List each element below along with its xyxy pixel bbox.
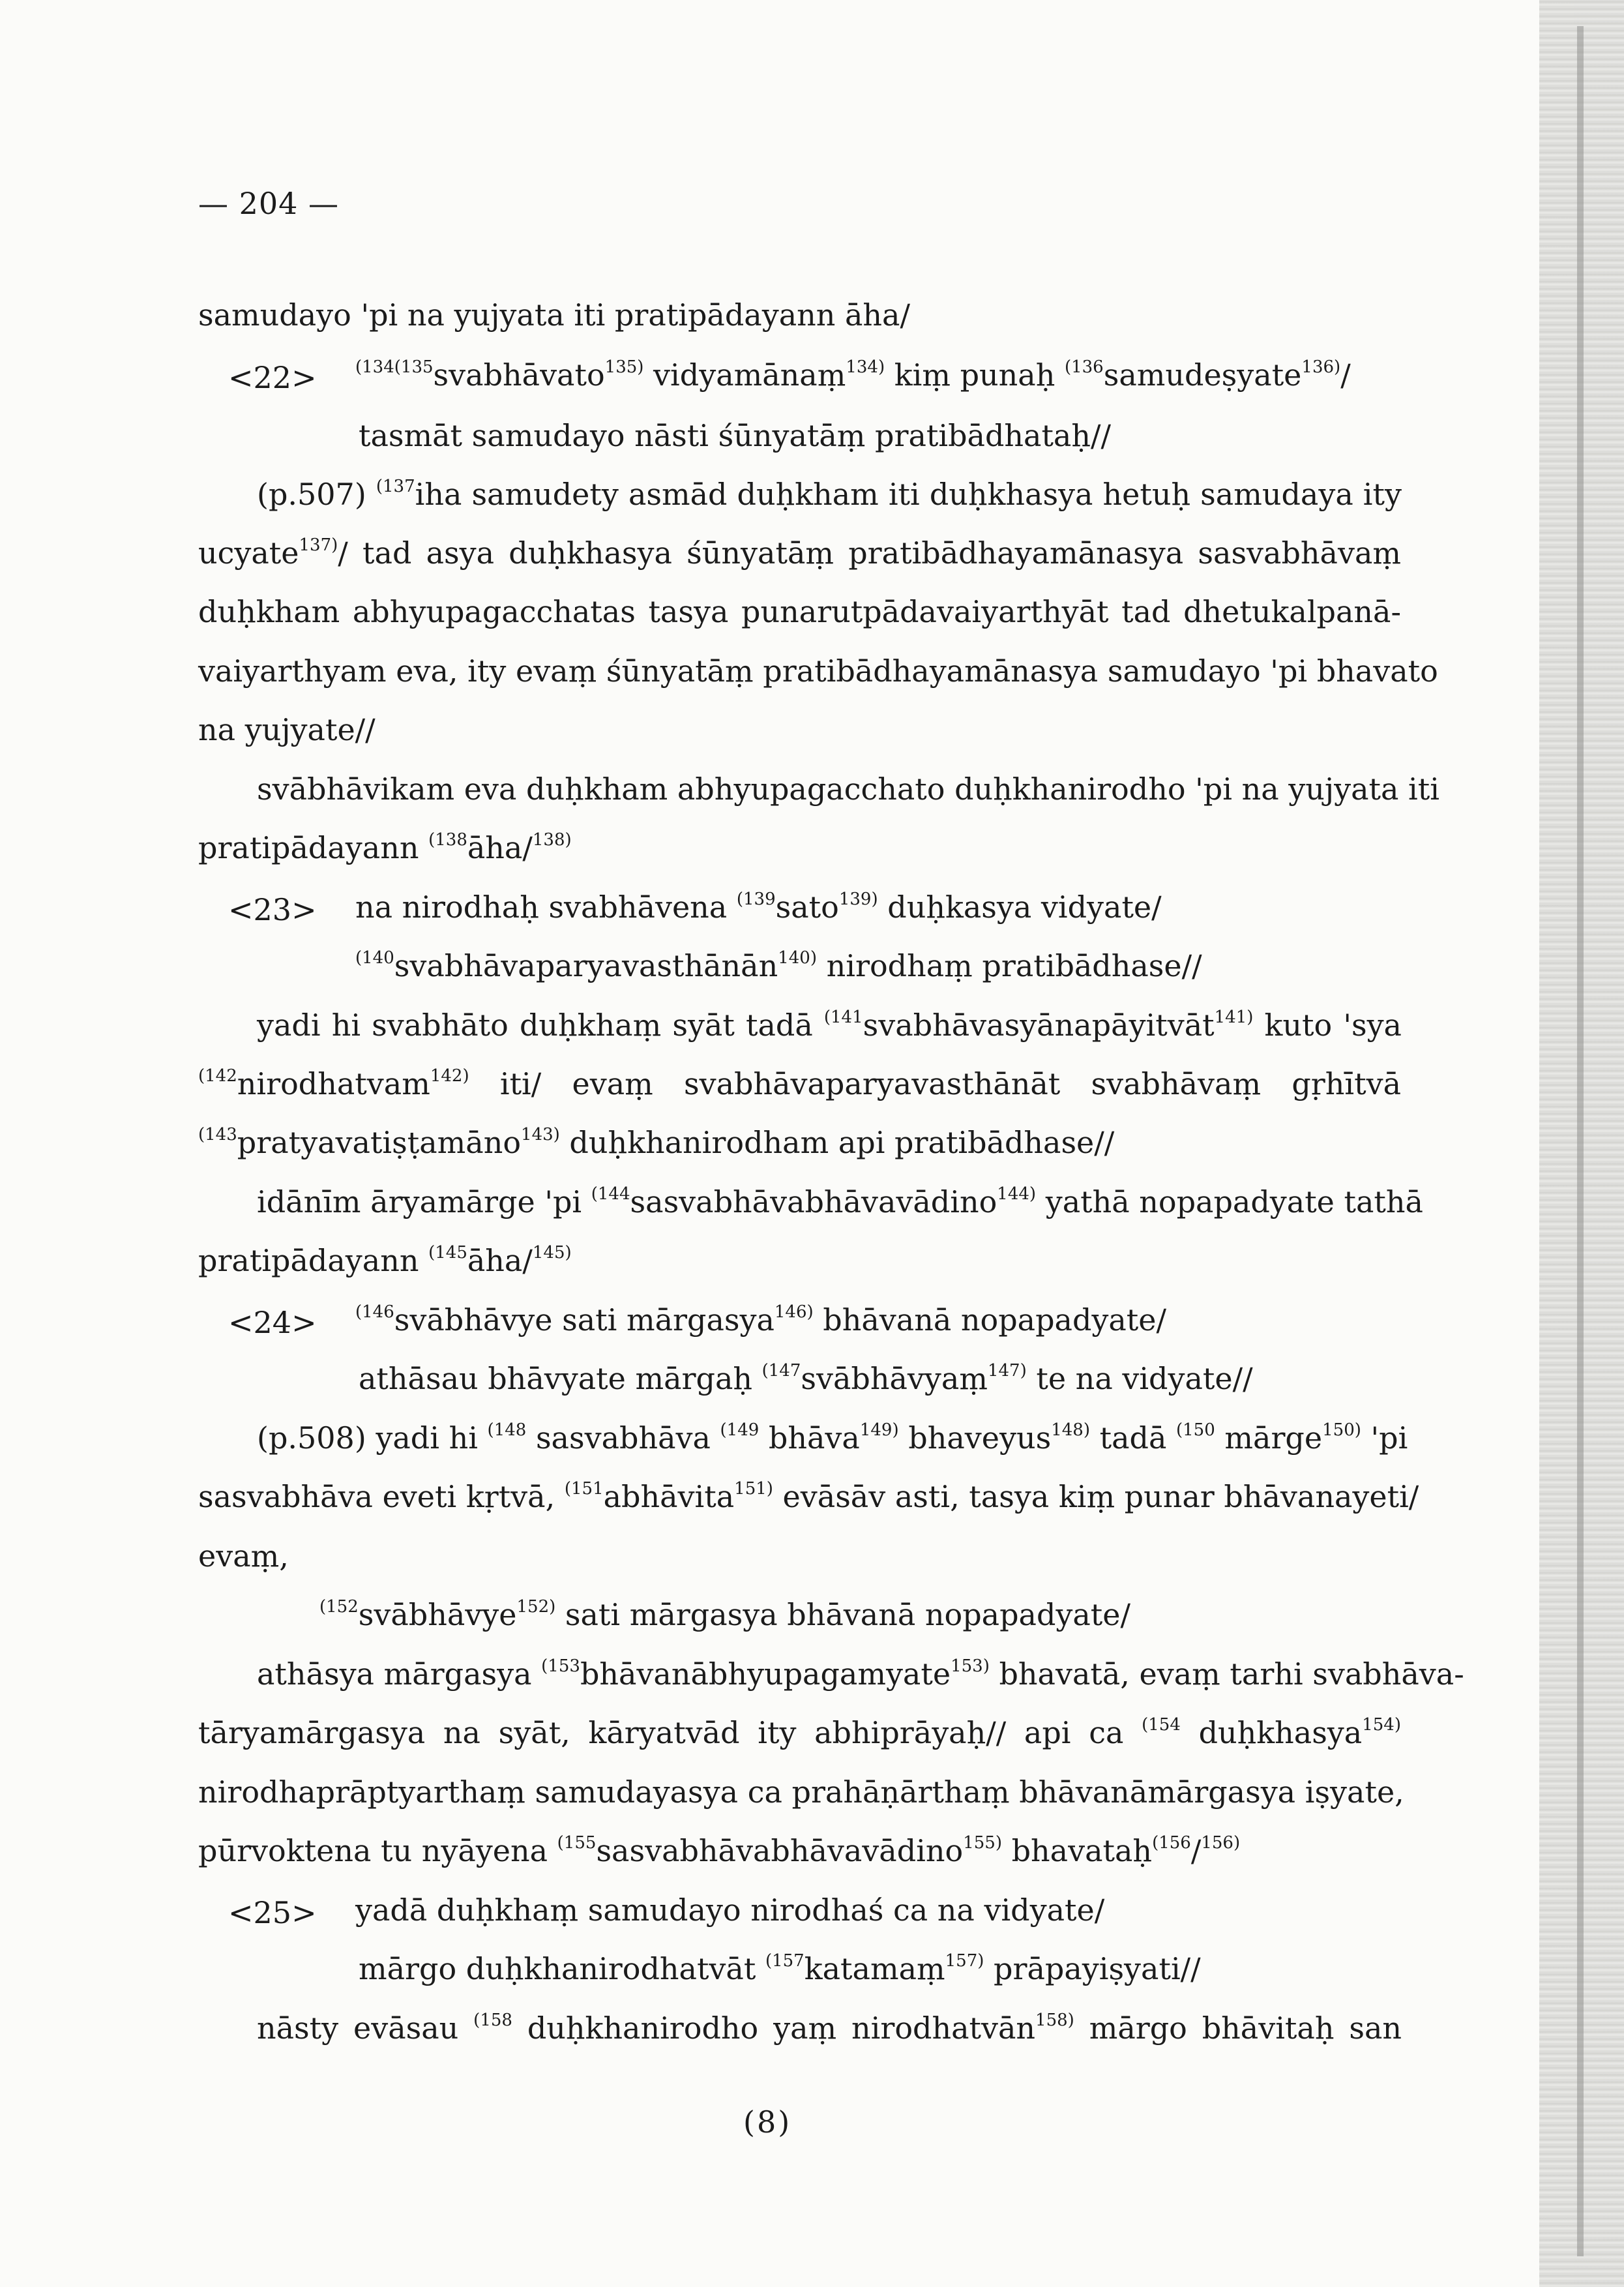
text-line: na yujyate// xyxy=(198,712,376,747)
text-line: ucyate$^{137)}$/ tad asya duḥkhasya śūnyatāṃ pratibādhayamānasya sasvabhāvaṃ xyxy=(198,535,1401,571)
text-line: yadi hi svabhāto duḥkhaṃ syāt tadā $^{(141}$svabhāvasyānapāyitvāt$^{141)}$ kuto 'sya xyxy=(257,1008,1402,1043)
text-line: $^{(142}$nirodhatvam$^{142)}$ iti/ evaṃ svabhāvaparyavasthānāt svabhāvaṃ gṛhītvā xyxy=(198,1066,1401,1101)
page-number: — 204 — xyxy=(198,186,340,221)
scanned-page-edge xyxy=(1539,0,1624,2287)
text-line: duḥkham abhyupagacchatas tasya punarutpādavaiyarthyāt tad dhetukalpanā- xyxy=(198,594,1401,629)
text-line: sasvabhāva eveti kṛtvā, $^{(151}$abhāvita$^{151)}$ evāsāv asti, tasya kiṃ punar bhāvanayeti/ xyxy=(198,1479,1419,1514)
text-line: (p.508) yadi hi $^{(148}$ sasvabhāva $^{(149}$ bhāva$^{149)}$ bhaveyus$^{148)}$ tadā $^{(150}$ mārge$^{150)}$ 'pi xyxy=(257,1420,1408,1456)
text-line: evaṃ, xyxy=(198,1538,289,1574)
verse-number-25: <25> xyxy=(228,1895,317,1930)
verse-number-23: <23> xyxy=(228,892,317,927)
text-line: nāsty evāsau $^{(158}$ duḥkhanirodho yaṃ nirodhatvān$^{158)}$ mārgo bhāvitaḥ san xyxy=(257,2010,1402,2046)
text-line: vaiyarthyam eva, ity evaṃ śūnyatāṃ pratibādhayamānasya samudayo 'pi bhavato xyxy=(198,653,1438,689)
verse-number-22: <22> xyxy=(228,360,317,395)
text-line: (p.507) $^{(137}$iha samudety asmād duḥkham iti duḥkhasya hetuḥ samudaya ity xyxy=(257,477,1402,512)
verse-23-line-2: $^{(140}$svabhāvaparyavasthānān$^{140)}$ nirodhaṃ pratibādhase// xyxy=(355,948,1202,983)
verse-22-line-2: tasmāt samudayo nāsti śūnyatāṃ pratibādhataḥ// xyxy=(359,418,1111,453)
text-line: pūrvoktena tu nyāyena $^{(155}$sasvabhāvabhāvavādino$^{155)}$ bhavataḥ$^{(156}$/$^{156)}$ xyxy=(198,1833,1241,1868)
text-line: tāryamārgasya na syāt, kāryatvād ity abhiprāyaḥ// api ca $^{(154}$ duḥkhasya$^{154)}$ xyxy=(198,1715,1401,1750)
verse-22-line-1: $^{(134(135}$svabhāvato$^{135)}$ vidyamānaṃ$^{134)}$ kiṃ punaḥ $^{(136}$samudeṣyate$^{136)}$/ xyxy=(355,357,1351,393)
verse-number-24: <24> xyxy=(228,1305,317,1340)
verse-24-line-2: athāsau bhāvyate mārgaḥ $^{(147}$svābhāvyaṃ$^{147)}$ te na vidyate// xyxy=(359,1361,1253,1396)
quoted-verse-line: $^{(152}$svābhāvye$^{152)}$ sati mārgasya bhāvanā nopapadyate/ xyxy=(319,1597,1131,1632)
text-line: samudayo 'pi na yujyata iti pratipādayann āha/ xyxy=(198,297,910,333)
verse-25-line-1: yadā duḥkhaṃ samudayo nirodhaś ca na vidyate/ xyxy=(355,1892,1105,1928)
text-line: athāsya mārgasya $^{(153}$bhāvanābhyupagamyate$^{153)}$ bhavatā, evaṃ tarhi svabhāva- xyxy=(257,1656,1464,1692)
verse-23-line-1: na nirodhaḥ svabhāvena $^{(139}$sato$^{139)}$ duḥkasya vidyate/ xyxy=(355,889,1162,925)
text-line: $^{(143}$pratyavatiṣṭamāno$^{143)}$ duḥkhanirodham api pratibādhase// xyxy=(198,1125,1115,1160)
text-line: idānīm āryamārge 'pi $^{(144}$sasvabhāvabhāvavādino$^{144)}$ yathā nopapadyate tathā xyxy=(257,1184,1423,1219)
text-line: svābhāvikam eva duḥkham abhyupagacchato duḥkhanirodho 'pi na yujyata iti xyxy=(257,771,1439,807)
text-line: pratipādayann $^{(145}$āha/$^{145)}$ xyxy=(198,1243,572,1278)
text-line: nirodhaprāptyarthaṃ samudayasya ca prahāṇārthaṃ bhāvanāmārgasya iṣyate, xyxy=(198,1774,1404,1810)
verse-25-line-2: mārgo duḥkhanirodhatvāt $^{(157}$katamaṃ$^{157)}$ prāpayiṣyati// xyxy=(359,1951,1201,1986)
verse-24-line-1: $^{(146}$svābhāvye sati mārgasya$^{146)}$ bhāvanā nopapadyate/ xyxy=(355,1302,1167,1338)
text-line: pratipādayann $^{(138}$āha/$^{138)}$ xyxy=(198,830,572,865)
footer-page-number: (8) xyxy=(743,2104,792,2140)
